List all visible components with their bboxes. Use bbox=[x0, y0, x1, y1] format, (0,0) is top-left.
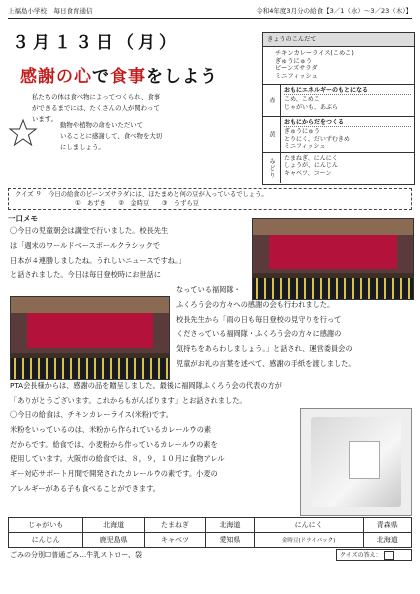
food-group-red bbox=[263, 85, 414, 117]
article-line: 〇今日の児童朝会は講堂で行いました。校長先生 bbox=[10, 226, 169, 235]
article-paragraph-1 bbox=[10, 224, 250, 283]
star-icon bbox=[8, 118, 38, 148]
menu-list bbox=[263, 47, 414, 85]
intro-line: います。 bbox=[32, 115, 58, 123]
article-paragraph-2 bbox=[176, 283, 416, 372]
group-item: こめ、こめこ bbox=[284, 96, 320, 104]
article-line: PTA会長様からは、感謝の品を贈呈しました。最後に福岡隊ふくろう会の代表の方が bbox=[10, 381, 282, 390]
group-tag: 赤 bbox=[263, 85, 281, 116]
page-date: ３月１３日（月） bbox=[12, 33, 180, 53]
group-tag: みどり bbox=[263, 153, 281, 183]
intro-line: 私たちの体は食べ物によってつくられ、食事 bbox=[32, 93, 161, 101]
menu-item: ぎゅうにゅう bbox=[275, 57, 313, 65]
table-cell: にんじん bbox=[9, 533, 83, 548]
group-item: しょうが、にんじん bbox=[284, 162, 339, 170]
article-line: なっている福岡隊・ bbox=[176, 285, 241, 294]
food-group-yellow bbox=[263, 117, 414, 153]
article-line: アレルギーがある子も食べることができます。 bbox=[10, 483, 160, 493]
article-line: は「週末のワールドベースボールクラシックで bbox=[10, 240, 161, 250]
article-line: ふくろう会の方々への感謝の会も行われました。 bbox=[176, 299, 335, 309]
article-line: くださっている福岡隊・ふくろう会の方々に感謝の bbox=[176, 329, 342, 339]
group-item: とりにく、だいずむきめ bbox=[284, 135, 350, 143]
article-line: ギー対応サポート月間で開発されたカレールウの素です。小麦の bbox=[10, 469, 218, 479]
lunch-paragraph bbox=[10, 408, 296, 497]
article-line: 米粉をいっているのは、米粉から作られているカレールウの素 bbox=[10, 424, 212, 434]
menu-item: ミニフィッシュ bbox=[275, 72, 318, 80]
group-item: キャベツ、コーン bbox=[284, 169, 332, 177]
banner-part2: で bbox=[92, 67, 110, 87]
curry-roux-package-photo bbox=[300, 408, 412, 516]
article-line: 校長先生から「雨の日も毎日登校の見守りを行って bbox=[176, 314, 342, 324]
article-line: 日本が４連勝しましたね。うれしいニュースですね。」 bbox=[10, 255, 186, 265]
table-cell: じゃがいも bbox=[9, 518, 83, 533]
table-cell: 金時豆(ドライパック) bbox=[254, 533, 363, 548]
menu-item: ビーンズサラダ bbox=[275, 65, 318, 72]
table-cell: たまねぎ bbox=[144, 518, 205, 533]
memo-heading: 一口メモ bbox=[8, 214, 38, 223]
article-line: 〇今日の給食は、チキンカレーライス(米粉)です。 bbox=[10, 410, 173, 419]
menu-title: きょうのこんだて bbox=[263, 33, 414, 47]
article-line: 気持ちをあらわしましょう。」と話され、運営委員会の bbox=[176, 344, 353, 354]
menu-item: チキンカレーライス(こめこ) bbox=[275, 50, 354, 57]
quiz-question: クイズ ９ 今日の給食のビーンズサラダには、ほたまめと何の豆が入っているでしょう。 bbox=[15, 191, 268, 198]
intro-line: 動物や植物の命をいただいて bbox=[60, 121, 144, 129]
menu-period: 令和4年度3月分の給食【3／1（水）～3／23（木）】 bbox=[256, 7, 412, 15]
quiz-answer-blank bbox=[384, 551, 394, 560]
header-divider bbox=[8, 18, 412, 19]
article-line: 児童がお礼の言葉を述べて、感謝の手紙を渡しました。 bbox=[176, 358, 356, 368]
group-tag: 黄 bbox=[263, 117, 281, 152]
intro-line: いることに感謝して、食べ物を大切 bbox=[60, 132, 163, 140]
quiz-box bbox=[8, 188, 412, 210]
group-item: じゃがいも、あぶら bbox=[284, 103, 339, 111]
table-row bbox=[9, 533, 412, 548]
article-paragraph-3 bbox=[10, 379, 414, 409]
group-title: おもにからだをつくる bbox=[284, 119, 411, 127]
table-cell: 北海道 bbox=[83, 518, 144, 533]
quiz-answer-box bbox=[336, 549, 412, 561]
banner-part4: をしよう bbox=[146, 67, 218, 87]
article-line: 「ありがとうございます。これからもがんばります」とお話されました。 bbox=[10, 395, 247, 405]
group-item: たまねぎ、にんにく bbox=[284, 155, 338, 162]
table-cell: 北海道 bbox=[363, 533, 411, 548]
intro-text-2 bbox=[60, 120, 250, 153]
group-title: おもにエネルギーのもとになる bbox=[284, 87, 411, 95]
menu-panel bbox=[262, 32, 415, 185]
quiz-options: ① あずき ② 金時豆 ③ うずら豆 bbox=[75, 199, 199, 207]
ingredient-origin-table bbox=[8, 517, 412, 548]
assembly-photo-2 bbox=[10, 296, 170, 380]
group-item: ぎゅうにゅう bbox=[284, 128, 320, 136]
table-cell: 鹿児島県 bbox=[83, 533, 144, 548]
article-line: 使用しています。大阪市の給食では、８，９，１０月に食物アレル bbox=[10, 454, 225, 464]
article-line: だからです。給食では、小麦粉から作っているカレールウの素を bbox=[10, 439, 218, 449]
table-cell: 愛知県 bbox=[206, 533, 254, 548]
table-cell: にんにく bbox=[254, 518, 363, 533]
quiz-answer-label: クイズの答え： bbox=[340, 552, 382, 559]
garbage-sorting-note: ごみの分別☐普通ごみ…牛乳ストロー、袋 bbox=[10, 551, 142, 559]
theme-banner bbox=[20, 62, 218, 87]
newsletter-title: 上福島小学校 毎日食育通信 bbox=[8, 7, 93, 15]
banner-part1: 感謝の心 bbox=[20, 67, 92, 87]
intro-line: にしましょう。 bbox=[60, 143, 105, 151]
intro-line: ができるまでには、たくさんの人が関わって bbox=[32, 104, 160, 112]
group-item: ミニフィッシュ bbox=[284, 143, 326, 151]
food-group-green bbox=[263, 153, 414, 183]
banner-part3: 食事 bbox=[110, 67, 146, 87]
article-line: と話されました。今日は毎日登校時にお世話に bbox=[10, 270, 161, 280]
table-row bbox=[9, 518, 412, 533]
table-cell: 青森県 bbox=[363, 518, 411, 533]
table-cell: 北海道 bbox=[206, 518, 254, 533]
table-cell: キャベツ bbox=[144, 533, 205, 548]
